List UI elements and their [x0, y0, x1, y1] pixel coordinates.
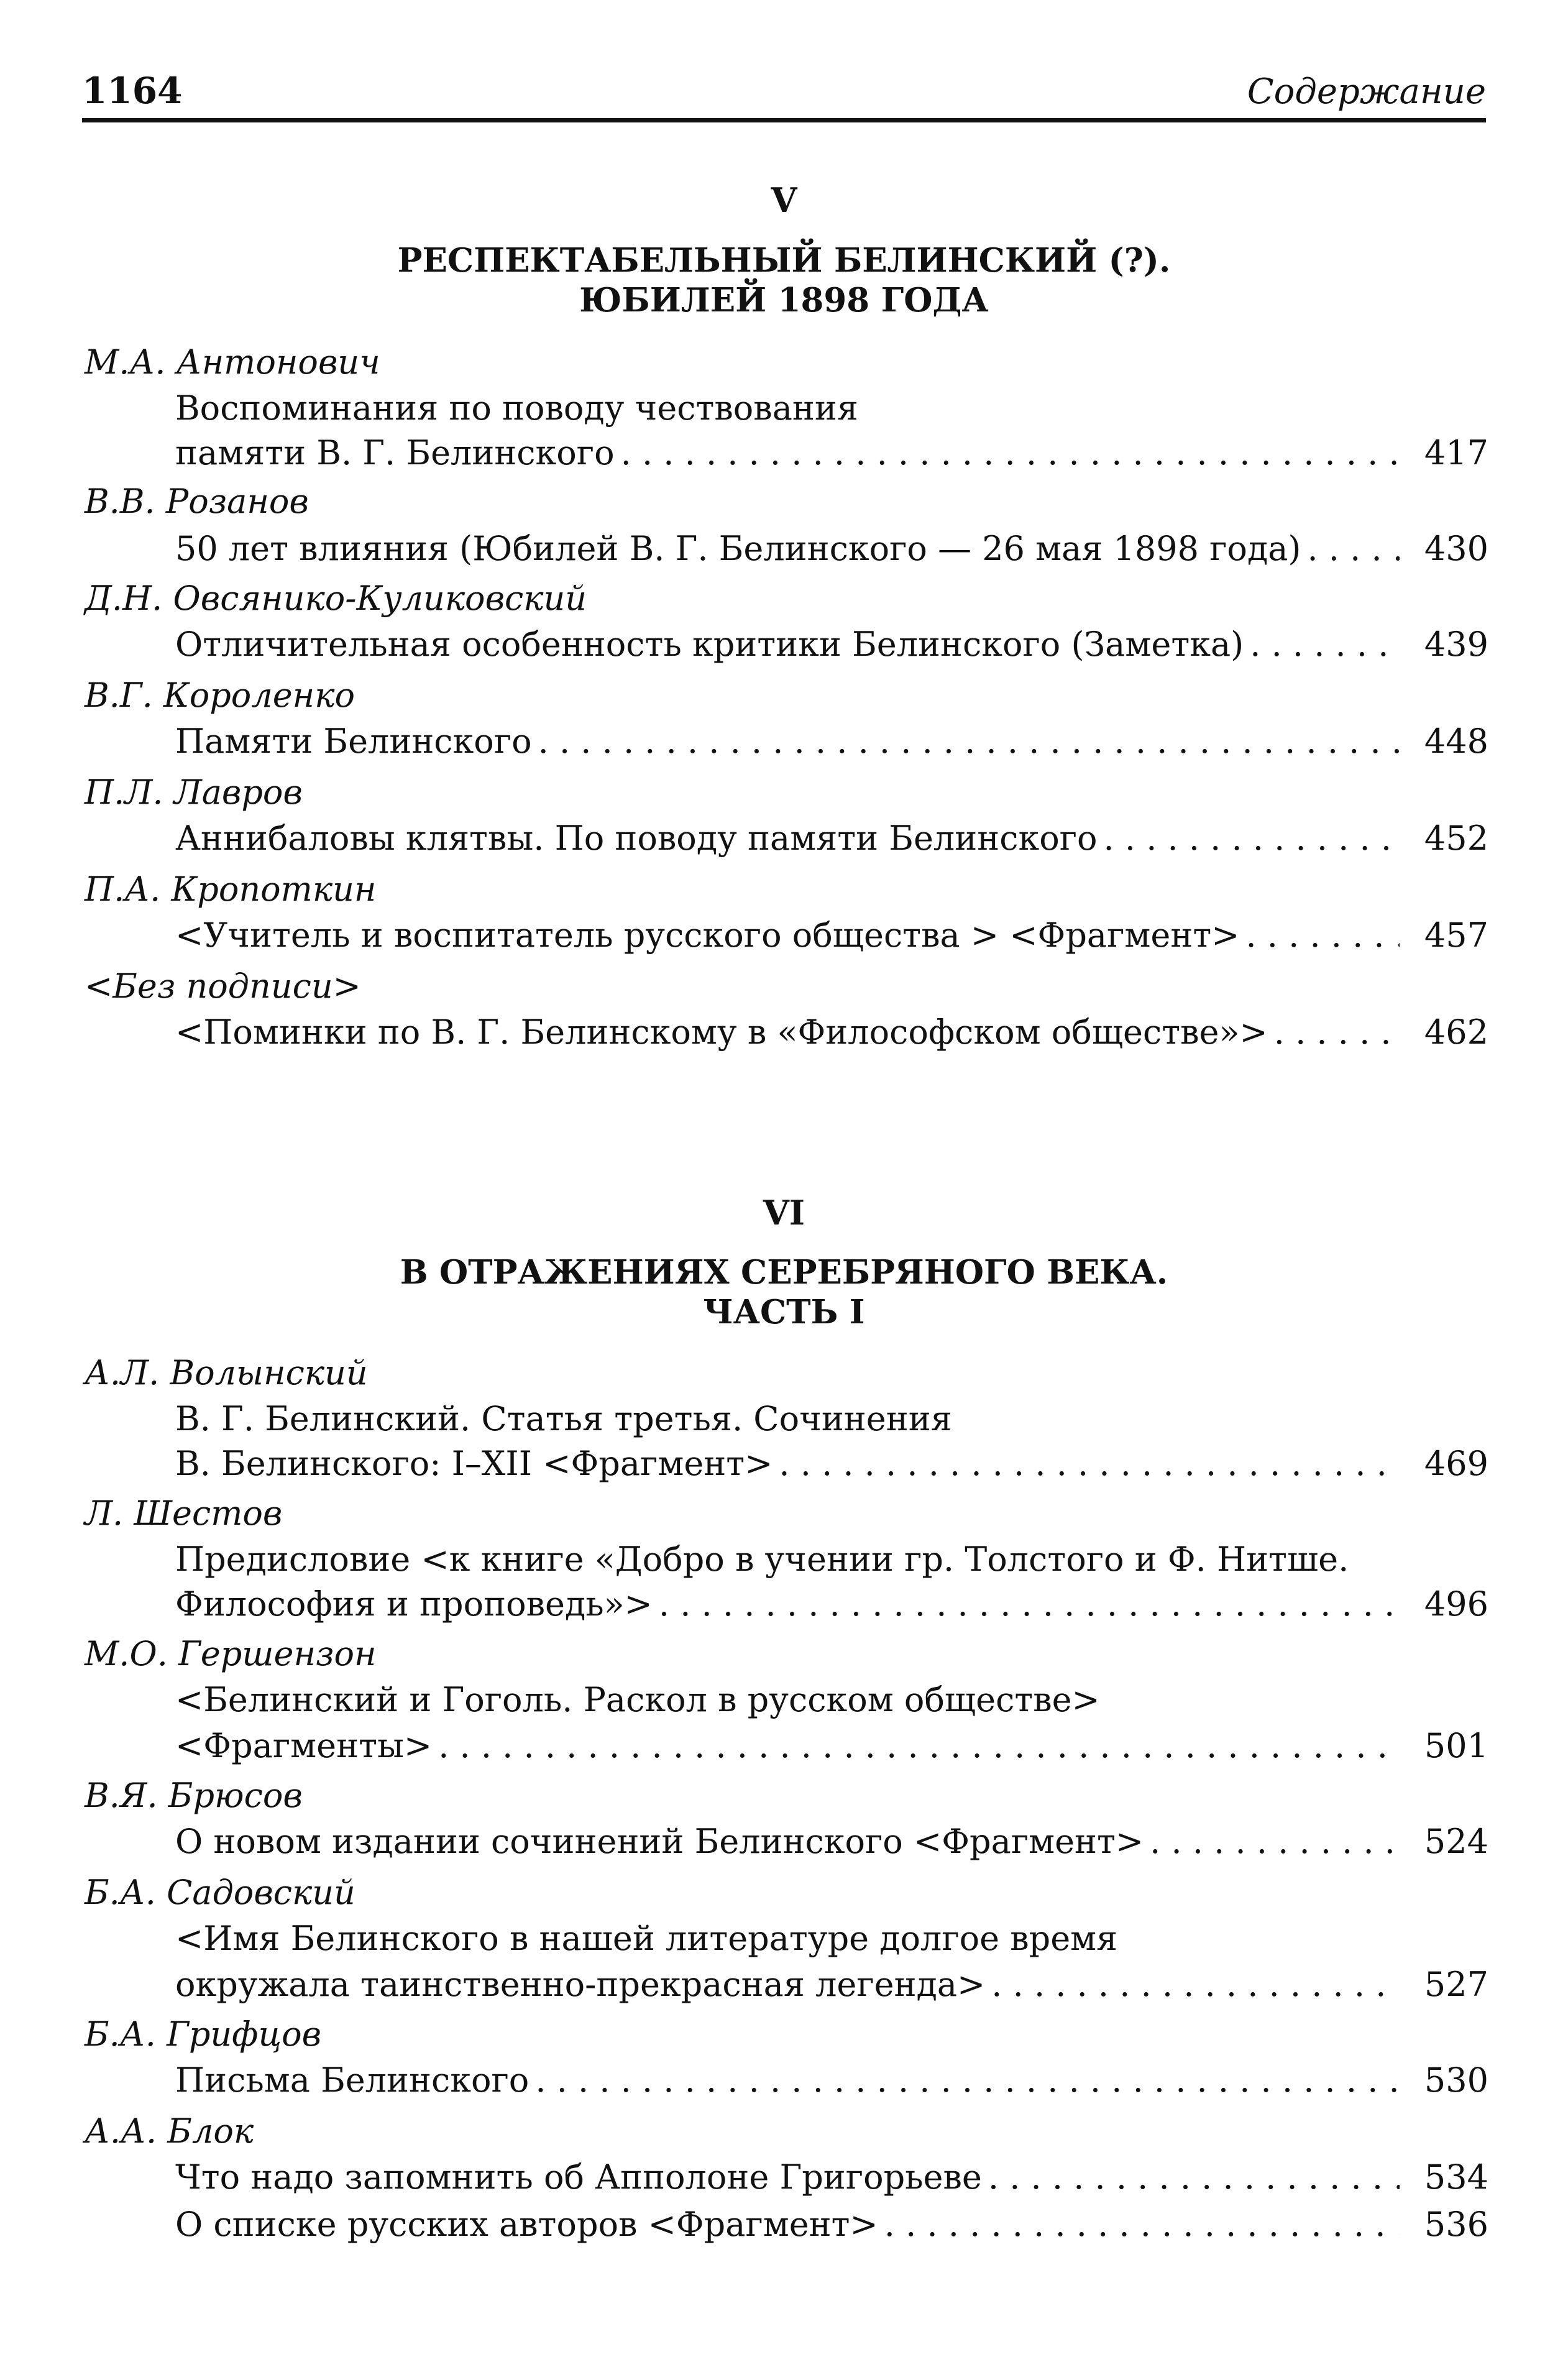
entry-title-line: <Учитель и воспитатель русского общества > <Фрагмент>	[175, 916, 1240, 955]
page-ref: 527	[1424, 1965, 1488, 2004]
author-name: М.О. Гершензон	[85, 1634, 377, 1673]
entry-title-line: <Имя Белинского в нашей литературе долгое время	[175, 1919, 1118, 1958]
section-title-line: ЮБИЛЕЙ 1898 ГОДА	[579, 281, 989, 319]
dot-leader	[538, 721, 1400, 762]
toc-entry	[175, 1584, 1488, 1625]
dot-leader	[1307, 528, 1399, 569]
dot-leader	[621, 433, 1400, 474]
toc-entry	[175, 1964, 1488, 2005]
entry-title-line: Что надо запомнить об Апполоне Григорьеве	[175, 2158, 982, 2197]
entry-title-line: Письма Белинского	[175, 2061, 530, 2100]
entry-title-line: В. Г. Белинский. Статья третья. Сочинения	[175, 1399, 952, 1438]
entry-title-line: Предисловие <к книге «Добро в учении гр. Толстого и Ф. Нитше.	[175, 1540, 1349, 1579]
author-name: <Без подписи>	[85, 967, 361, 1006]
entry-title-line: Аннибаловы клятвы. По поводу памяти Белинского	[175, 819, 1098, 858]
author-name: Б.А. Грифцов	[85, 2015, 322, 2054]
running-title: Содержание	[1247, 71, 1486, 112]
toc-entry	[175, 1726, 1488, 1767]
section-number: V	[771, 180, 797, 220]
author-name: В.Я. Брюсов	[85, 1776, 303, 1815]
page-ref: 530	[1424, 2061, 1488, 2100]
toc-entry	[175, 2060, 1488, 2101]
author-name: П.А. Кропоткин	[85, 870, 377, 909]
author-name: В.Г. Короленко	[85, 676, 355, 715]
page-ref: 439	[1424, 625, 1488, 664]
page-number: 1164	[82, 70, 183, 112]
entry-title-line: О новом издании сочинений Белинского <Фрагмент>	[175, 1822, 1144, 1861]
entry-title-line: В. Белинского: I–XII <Фрагмент>	[175, 1444, 773, 1483]
author-name: А.Л. Волынский	[85, 1353, 368, 1392]
dot-leader	[535, 2060, 1400, 2101]
page-ref: 469	[1424, 1444, 1488, 1483]
dot-leader	[659, 1584, 1400, 1625]
page-ref: 430	[1424, 529, 1488, 568]
entry-title-line: памяти В. Г. Белинского	[175, 433, 615, 472]
entry-title-line: <Поминки по В. Г. Белинскому в «Философском обществе»>	[175, 1013, 1268, 1052]
author-name: П.Л. Лавров	[85, 773, 303, 812]
dot-leader	[1250, 624, 1400, 665]
dot-leader	[438, 1726, 1400, 1767]
entry-title-line: <Фрагменты>	[175, 1726, 433, 1765]
page-ref: 457	[1424, 916, 1488, 955]
page-ref: 534	[1424, 2158, 1488, 2197]
dot-leader	[991, 1964, 1400, 2005]
toc-entry	[175, 1443, 1488, 1484]
toc-entry	[175, 721, 1488, 762]
dot-leader	[884, 2204, 1400, 2245]
author-name: А.А. Блок	[85, 2112, 254, 2151]
dot-leader	[1274, 1012, 1400, 1053]
page-ref: 524	[1424, 1822, 1488, 1861]
entry-title-line: <Белинский и Гоголь. Раскол в русском обществе>	[175, 1680, 1100, 1719]
page-ref: 462	[1424, 1013, 1488, 1052]
toc-entry	[175, 624, 1488, 665]
toc-entry	[175, 818, 1488, 859]
entry-title-line: окружала таинственно-прекрасная легенда>	[175, 1965, 986, 2004]
entry-title-line: О списке русских авторов <Фрагмент>	[175, 2205, 878, 2244]
dot-leader	[1104, 818, 1400, 859]
toc-entry	[175, 1012, 1488, 1053]
toc-entry	[175, 2157, 1488, 2198]
section-title-line: РЕСПЕКТАБЕЛЬНЫЙ БЕЛИНСКИЙ (?).	[397, 241, 1171, 280]
entry-title-line: Философия и проповедь»>	[175, 1584, 653, 1624]
entry-title-line: 50 лет влияния (Юбилей В. Г. Белинского — 26 мая 1898 года)	[175, 529, 1301, 568]
page-ref: 496	[1424, 1584, 1488, 1624]
dot-leader	[988, 2157, 1400, 2198]
author-name: В.В. Розанов	[85, 482, 309, 521]
toc-entry	[175, 915, 1488, 956]
entry-title-line: Воспоминания по поводу чествования	[175, 388, 858, 428]
toc-entry	[175, 433, 1488, 474]
section-title-line: В ОТРАЖЕНИЯХ СЕРЕБРЯНОГО ВЕКА.	[400, 1253, 1168, 1292]
author-name: М.А. Антонович	[85, 342, 380, 382]
dot-leader	[1245, 915, 1399, 956]
section-title-line: ЧАСТЬ I	[703, 1293, 865, 1331]
dot-leader	[1150, 1821, 1400, 1862]
page-ref: 448	[1424, 722, 1488, 761]
section-number: VI	[763, 1193, 805, 1233]
toc-entry	[175, 2204, 1488, 2245]
toc-entry	[175, 1821, 1488, 1862]
page-ref: 452	[1424, 819, 1488, 858]
author-name: Б.А. Садовский	[85, 1873, 355, 1912]
author-name: Л. Шестов	[85, 1494, 283, 1533]
toc-entry	[175, 528, 1488, 569]
header-rule	[82, 118, 1486, 122]
author-name: Д.Н. Овсянико-Куликовский	[85, 579, 587, 618]
page-ref: 501	[1424, 1726, 1488, 1765]
dot-leader	[779, 1443, 1400, 1484]
entry-title-line: Отличительная особенность критики Белинского (Заметка)	[175, 625, 1244, 664]
page-ref: 417	[1424, 433, 1488, 472]
entry-title-line: Памяти Белинского	[175, 722, 532, 761]
page-ref: 536	[1424, 2205, 1488, 2244]
